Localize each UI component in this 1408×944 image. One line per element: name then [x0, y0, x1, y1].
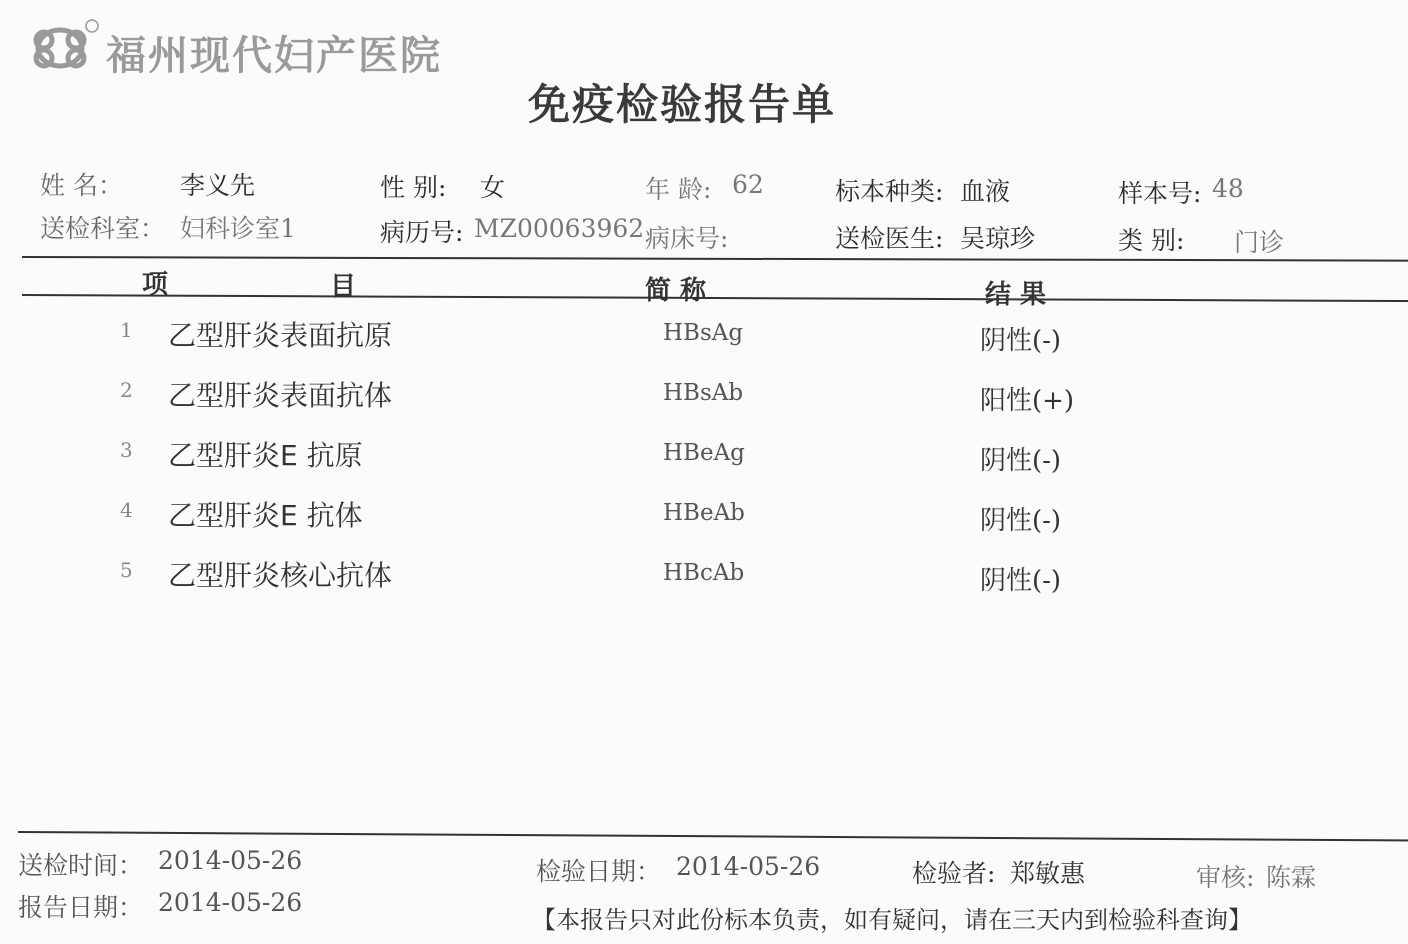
test-date: 2014-05-26: [676, 852, 821, 881]
row-item-name: 乙型肝炎E 抗原: [168, 439, 363, 472]
patient-gender: 女: [480, 173, 506, 202]
age-label: 年 龄:: [645, 175, 712, 204]
row-result: 阴性(-): [980, 566, 1062, 596]
row-abbr: HBsAg: [663, 320, 744, 346]
report-notice: 【本报告只对此份标本负责，如有疑问，请在三天内到检验科查询】: [532, 906, 1252, 934]
hospital-name: 福州现代妇产医院: [106, 33, 442, 79]
row-index: 2: [120, 378, 133, 402]
row-index: 5: [120, 558, 133, 582]
doctor-label: 送检医生:: [835, 224, 944, 253]
page-title: 免疫检验报告单: [528, 80, 837, 129]
hospital-logo-icon: [30, 18, 100, 76]
record-no: MZ00063962: [474, 214, 645, 243]
row-index: 3: [120, 438, 133, 462]
row-result: 阴性(-): [980, 326, 1062, 356]
tester-label: 检验者:: [912, 859, 996, 888]
row-abbr: HBeAb: [663, 500, 745, 526]
row-abbr: HBsAb: [663, 380, 744, 406]
test-date-label: 检验日期：: [536, 857, 662, 886]
sample-no: 48: [1212, 174, 1244, 203]
row-result: 阳性(+): [980, 386, 1075, 416]
row-result: 阴性(-): [980, 446, 1062, 476]
row-item-name: 乙型肝炎E 抗体: [168, 499, 363, 532]
row-index: 4: [120, 498, 133, 522]
category-label: 类 别:: [1118, 226, 1185, 255]
header-item-a: 项: [142, 270, 169, 300]
header-result: 结 果: [985, 280, 1047, 310]
reviewer-label: 审核:: [1196, 863, 1255, 892]
row-abbr: HBcAb: [663, 560, 745, 586]
table-top-rule: [22, 256, 1408, 262]
row-item-name: 乙型肝炎核心抗体: [168, 559, 393, 592]
header-abbr: 简 称: [645, 276, 707, 306]
reviewer: 陈霖: [1266, 863, 1317, 892]
table-header-rule: [22, 294, 1408, 302]
footer-rule: [18, 831, 1408, 842]
name-label: 姓 名：: [40, 171, 123, 200]
row-abbr: HBeAg: [663, 440, 745, 466]
gender-label: 性 别:: [380, 173, 447, 202]
tester: 郑敏惠: [1010, 859, 1086, 888]
row-result: 阴性(-): [980, 506, 1062, 536]
dept-label: 送检科室：: [40, 214, 166, 243]
category: 门诊: [1234, 228, 1285, 257]
specimen-type-label: 标本种类:: [835, 177, 944, 206]
submit-time-label: 送检时间：: [18, 851, 144, 880]
report-date: 2014-05-26: [158, 888, 303, 917]
doctor: 吴琼珍: [960, 224, 1036, 253]
sample-no-label: 样本号:: [1118, 179, 1202, 208]
specimen-type: 血液: [960, 177, 1011, 206]
patient-name: 李义先: [180, 171, 256, 200]
row-index: 1: [120, 318, 133, 342]
submit-time: 2014-05-26: [158, 846, 303, 875]
header-item-b: 目: [330, 272, 357, 302]
row-item-name: 乙型肝炎表面抗原: [168, 319, 393, 352]
bed-no-label: 病床号:: [645, 224, 729, 253]
record-no-label: 病历号:: [380, 218, 464, 247]
report-date-label: 报告日期：: [18, 893, 144, 922]
dept: 妇科诊室1: [180, 214, 296, 243]
row-item-name: 乙型肝炎表面抗体: [168, 379, 393, 412]
patient-age: 62: [732, 170, 764, 199]
